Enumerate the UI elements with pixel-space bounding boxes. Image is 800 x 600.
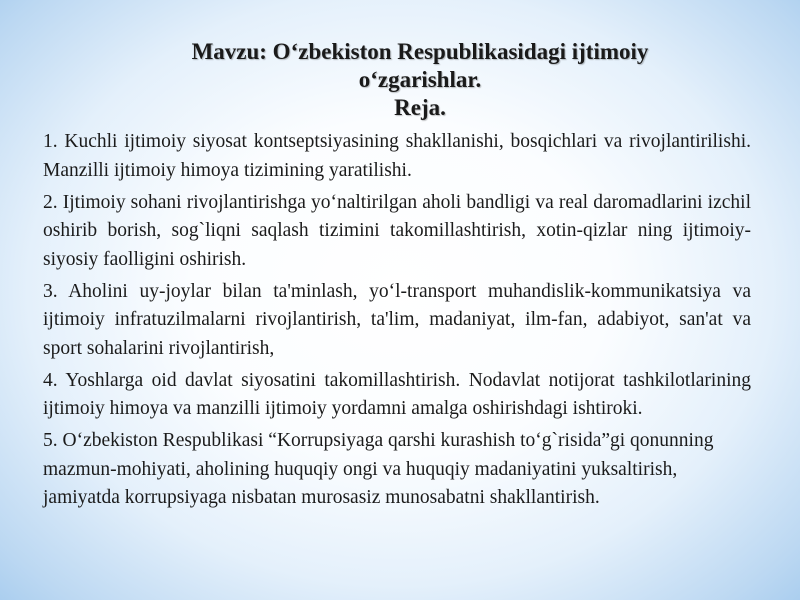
plan-item-3: 3. Aholini uy-joylar bilan ta'minlash, yo‘l-transport muhandislik-kommunikatsiya va ijtimoiy infratuzilmalarni rivojlantirish, ta'lim, madaniyat, ilm-fan, adabiyot, san'at va sport sohalarini rivojlantirish,	[43, 280, 751, 359]
plan-list	[43, 128, 751, 516]
slide-title-line-2: o‘zgarishlar.	[358, 67, 482, 92]
plan-item-2: 2. Ijtimoiy sohani rivojlantirishga yo‘naltirilgan aholi bandligi va real daromadlarini izchil oshirib borish, sog`liqni saqlash tizimini takomillashtirish, xotin-qizlar ning ijtimoiy-siyosiy faolligini oshirish.	[43, 191, 751, 270]
plan-heading: Reja.	[394, 95, 446, 120]
slide-title-line-1: Mavzu: O‘zbekiston Respublikasidagi ijtimoiy	[191, 39, 649, 64]
plan-item-4: 4. Yoshlarga oid davlat siyosatini takomillashtirish. Nodavlat notijorat tashkilotlarining ijtimoiy himoya va manzilli ijtimoiy yordamni amalga oshirishdagi ishtiroki.	[43, 369, 751, 419]
plan-item-5: 5. O‘zbekiston Respublikasi “Korrupsiyaga qarshi kurashish to‘g`risida”gi qonunning mazmun-mohiyati, aholining huquqiy ongi va huquqiy madaniyatini yuksaltirish, jamiyatda korrupsiyaga nisbatan murosasiz munosabatni shakllantirish.	[43, 430, 714, 508]
plan-item-1: 1. Kuchli ijtimoiy siyosat kontseptsiyasining shakllanishi, bosqichlari va rivojlantirilishi. Manzilli ijtimoiy himoya tizimining yaratilishi.	[43, 131, 751, 181]
